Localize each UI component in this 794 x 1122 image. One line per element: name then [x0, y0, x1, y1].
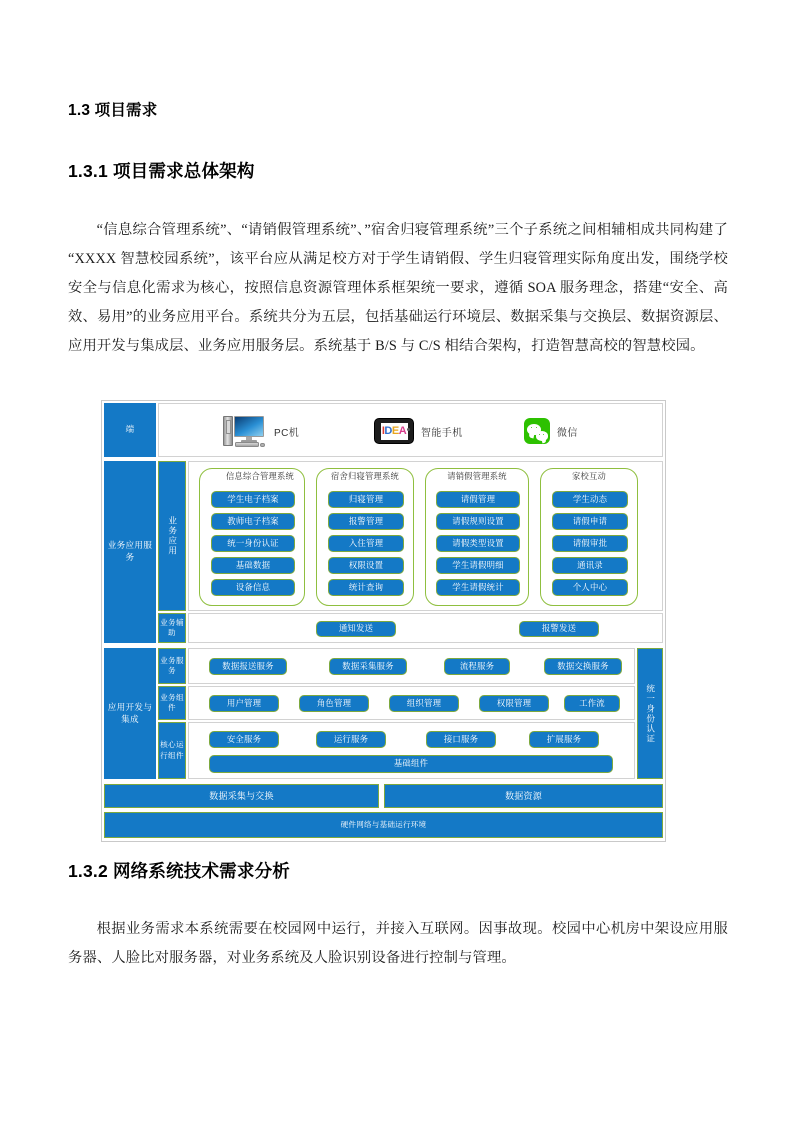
chip-org-management[interactable]: 组织管理 — [389, 695, 459, 712]
chip-student-leave-detail[interactable]: 学生请假明细 — [436, 557, 520, 574]
chip-student-efile[interactable]: 学生电子档案 — [211, 491, 295, 508]
group-info-management-title: 信息综合管理系统 — [226, 471, 294, 481]
chip-leave-rule-setting[interactable]: 请假规则设置 — [436, 513, 520, 530]
chip-notification-send[interactable]: 通知发送 — [316, 621, 396, 637]
unified-identity-auth-label: 统一身份认证 — [637, 648, 663, 779]
chip-extension-service[interactable]: 扩展服务 — [529, 731, 599, 748]
chip-alarm-management[interactable]: 报警管理 — [328, 513, 404, 530]
chip-basic-components[interactable]: 基础组件 — [209, 755, 613, 773]
core-runtime-row-label: 核心运行组件 — [158, 722, 186, 779]
terminal-item-wechat-label: 微信 — [557, 427, 578, 439]
chip-basic-data[interactable]: 基础数据 — [211, 557, 295, 574]
chip-statistics-query[interactable]: 统计查询 — [328, 579, 404, 596]
component-row-label: 业务组件 — [158, 686, 186, 720]
chip-data-report-service[interactable]: 数据报送服务 — [209, 658, 287, 675]
architecture-diagram — [101, 400, 666, 842]
terminal-item-pc — [223, 415, 299, 447]
group-home-school-interaction-title: 家校互动 — [572, 471, 606, 481]
chip-user-management[interactable]: 用户管理 — [209, 695, 279, 712]
business-auxiliary-label: 业务辅助 — [158, 613, 186, 643]
chip-leave-approval[interactable]: 请假审批 — [552, 535, 628, 552]
chip-teacher-efile[interactable]: 教师电子档案 — [211, 513, 295, 530]
core-runtime-row-panel — [188, 722, 635, 779]
chip-workflow[interactable]: 工作流 — [564, 695, 620, 712]
chip-data-collection-service[interactable]: 数据采集服务 — [329, 658, 407, 675]
terminal-item-smartphone-label: 智能手机 — [421, 427, 463, 439]
wechat-icon — [524, 418, 550, 444]
smartphone-icon — [374, 418, 414, 444]
chip-checkin-management[interactable]: 入住管理 — [328, 535, 404, 552]
chip-student-leave-stats[interactable]: 学生请假统计 — [436, 579, 520, 596]
chip-alarm-send[interactable]: 报警发送 — [519, 621, 599, 637]
bar-data-resource[interactable]: 数据资源 — [384, 784, 663, 808]
chip-data-exchange-service[interactable]: 数据交换服务 — [544, 658, 622, 675]
chip-leave-application[interactable]: 请假申请 — [552, 513, 628, 530]
terminal-item-smartphone — [374, 418, 463, 444]
chip-process-service[interactable]: 流程服务 — [444, 658, 510, 675]
terminal-layer-panel — [158, 403, 663, 457]
business-application-label: 业务应用 — [158, 461, 186, 611]
chip-student-status[interactable]: 学生动态 — [552, 491, 628, 508]
chip-role-management[interactable]: 角色管理 — [299, 695, 369, 712]
chip-permission-setting[interactable]: 权限设置 — [328, 557, 404, 574]
chip-security-service[interactable]: 安全服务 — [209, 731, 279, 748]
business-auxiliary-panel — [188, 613, 663, 643]
integration-layer-label: 应用开发与集成 — [104, 648, 156, 779]
group-dormitory-management — [316, 468, 414, 606]
service-row-panel — [188, 648, 635, 684]
paragraph-network-requirements: 根据业务需求本系统需要在校园网中运行，并接入互联网。因事故现。校园中心机房中架设应用服务器、人脸比对服务器，对业务系统及人脸识别设备进行控制与管理。 — [68, 921, 728, 966]
bar-infrastructure[interactable]: 硬件网络与基础运行环境 — [104, 812, 663, 838]
paragraph-overall-architecture: “信息综合管理系统”、“请销假管理系统”、”宿舍归寝管理系统”三个子系统之间相辅相成共同构建了“XXXX 智慧校园系统”，该平台应从满足校方对于学生请销假、学生归寝管理实际角度出发，围绕学校安全与信息化需求为核心，按照信息资源管理体系框架统一要求，遵循 SOA 服务理念，搭建“安全、高效、易用”的业务应用平台。系统共分为五层，包括基础运行环境层、数据采集与交换层、数据资源层、应用开发与集成层、业务应用服务层。系统基于 B/S 与 C/S 相结合架构，打造智慧高校的智慧校园。 — [68, 222, 728, 354]
chip-leave-management[interactable]: 请假管理 — [436, 491, 520, 508]
service-row-label: 业务服务 — [158, 648, 186, 684]
component-row-panel — [188, 686, 635, 720]
terminal-layer-label: 端 — [104, 403, 156, 457]
chip-interface-service[interactable]: 接口服务 — [426, 731, 496, 748]
bar-data-collection-exchange[interactable]: 数据采集与交换 — [104, 784, 379, 808]
group-dormitory-management-title: 宿舍归寝管理系统 — [331, 471, 399, 481]
business-application-panel — [188, 461, 663, 611]
desktop-pc-icon — [223, 415, 267, 447]
chip-personal-center[interactable]: 个人中心 — [552, 579, 628, 596]
group-info-management — [199, 468, 305, 606]
terminal-item-wechat — [524, 418, 578, 444]
group-home-school-interaction — [540, 468, 638, 606]
chip-runtime-service[interactable]: 运行服务 — [316, 731, 386, 748]
chip-device-info[interactable]: 设备信息 — [211, 579, 295, 596]
heading-1-3: 1.3 项目需求 — [68, 102, 158, 119]
chip-unified-identity[interactable]: 统一身份认证 — [211, 535, 295, 552]
terminal-item-pc-label: PC机 — [274, 427, 300, 439]
chip-contacts[interactable]: 通讯录 — [552, 557, 628, 574]
group-leave-management — [425, 468, 529, 606]
smartphone-screen-text: I D E A — [381, 423, 408, 440]
chip-permission-management[interactable]: 权限管理 — [479, 695, 549, 712]
heading-1-3-1: 1.3.1 项目需求总体架构 — [68, 161, 255, 181]
heading-1-3-2: 1.3.2 网络系统技术需求分析 — [68, 861, 290, 881]
chip-leave-type-setting[interactable]: 请假类型设置 — [436, 535, 520, 552]
business-layer-label: 业务应用服务 — [104, 461, 156, 643]
chip-return-management[interactable]: 归寝管理 — [328, 491, 404, 508]
group-leave-management-title: 请销假管理系统 — [447, 471, 507, 481]
